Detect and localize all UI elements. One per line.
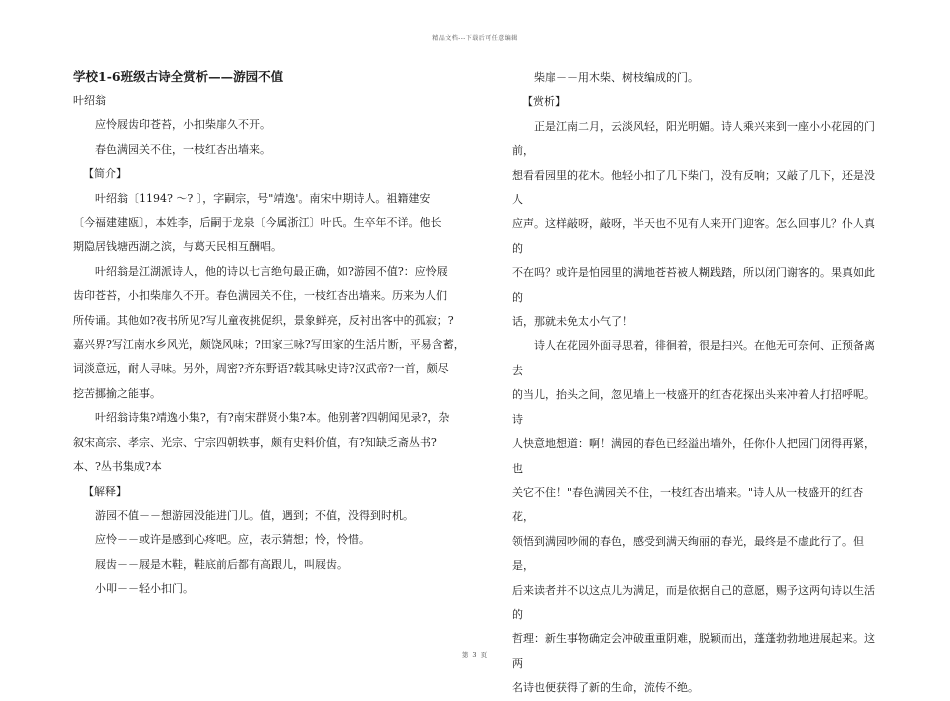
text-line: 名诗也便获得了新的生命，流传不绝。	[512, 681, 699, 695]
notes-heading: 【解释】	[83, 484, 127, 498]
right-column	[512, 66, 884, 701]
left-column	[73, 66, 473, 602]
poet-style-paragraph	[73, 260, 473, 406]
analysis-paragraph-2	[512, 334, 884, 700]
text-line: 叙宋高宗、孝宗、光宗、宁宗四朝轶事，颇有史料价值，有?知缺乏斋丛书?	[73, 435, 437, 449]
text-line: 齿印苍苔，小扣柴扉久不开。春色满园关不住，一枝红杏出墙来。历来为人们	[73, 289, 447, 303]
text-line: 词淡意远，耐人寻味。另外，周密?齐东野语?载其咏史诗?汉武帝?一首，颇尽	[73, 362, 449, 376]
note-item: 应怜－－或许是感到心疼吧。应，表示猜想；怜，怜惜。	[95, 533, 370, 547]
text-line: 叶绍翁诗集?靖逸小集?，有?南宋群贤小集?本。他别著?四朝闻见录?，杂	[95, 411, 450, 425]
note-item: 游园不值－－想游园没能进门儿。值，遇到；不值，没得到时机。	[95, 508, 414, 522]
text-line: 所传诵。其他如?夜书所见?写儿童夜挑促织，景象鲜亮，反衬出客中的孤寂；?	[73, 313, 454, 327]
poem-author: 叶绍翁	[73, 94, 106, 107]
intro-line: 叶绍翁〔1194? ～? 〕，字嗣宗，号"靖逸'。南宋中期诗人。祖籍建安	[95, 191, 431, 205]
note-item: 屐齿－－屐是木鞋，鞋底前后都有高跟儿，叫屐齿。	[95, 557, 348, 571]
analysis-heading: 【赏析】	[522, 95, 566, 109]
note-item: 柴扉－－用木柴、树枝编成的门。	[534, 71, 699, 84]
intro-line: 〔今福建建瓯〕，本姓李，后嗣于龙泉〔今属浙江〕叶氏。生卒年不详。他长	[73, 216, 442, 230]
text-line: 后来读者并不以这点儿为满足，而是依据自己的意愿，赐予这两句诗以生活的	[512, 583, 875, 621]
text-line: 应声。这样敲呀，敲呀，半天也不见有人来开门迎客。怎么回事儿？仆人真的	[512, 217, 875, 255]
text-line: 关它不住！"春色满园关不住，一枝红杏出墙来。"诗人从一枝盛开的红杏花，	[512, 485, 864, 524]
text-line: 正是江南二月，云淡风轻，阳光明媚。诗人乘兴来到一座小小花园的门前，	[512, 119, 875, 158]
text-line: 领悟到满园吵闹的春色，感受到满天绚丽的春光，最终是不虚此行了。但是，	[512, 534, 864, 573]
text-line: 诗人在花园外面寻思着，徘徊着，很是扫兴。在他无可奈何、正预备离去	[512, 339, 875, 377]
note-item: 小叩－－轻小扣门。	[95, 582, 194, 596]
works-paragraph	[73, 406, 473, 479]
intro-paragraph	[73, 187, 473, 260]
poem-line-2: 春色满园关不住，一枝红杏出墙来。	[95, 142, 271, 156]
text-line: 叶绍翁是江湖派诗人，他的诗以七言绝句最正确，如?游园不值?：应怜屐	[95, 264, 448, 278]
notes-list	[73, 504, 473, 602]
intro-line: 期隐居钱塘西湖之滨，与葛天民相互酬唱。	[73, 240, 282, 254]
text-line: 的当儿，抬头之间，忽见墙上一枝盛开的红杏花探出头来冲着人打招呼呢。诗	[512, 388, 875, 426]
text-line: 话，那就未免太小气了！	[512, 315, 633, 329]
text-line: 挖苦挪揄之能事。	[73, 386, 161, 400]
text-line: 想看看园里的花木。他轻小扣了几下柴门，没有反响；又敲了几下，还是没人	[512, 168, 875, 207]
text-line: 不在吗？或许是怕园里的满地苍苔被人糊践踏，所以闭门谢客的。果真如此的	[512, 266, 875, 304]
page-title: 学校1-6班级古诗全赏析——游园不值	[73, 69, 284, 84]
text-line: 嘉兴界?写江南水乡风光，颇饶风味；?田家三咏?写田家的生活片断，平易含蓄，	[73, 338, 465, 352]
text-line: 哲理：新生事物确定会冲破重重阴难，脱颖而出，蓬蓬勃勃地进展起来。这两	[512, 632, 875, 670]
text-line: 人快意地想道：啊！满园的春色已经溢出墙外，任你仆人把园门闭得再紧，也	[512, 437, 875, 475]
intro-heading: 【简介】	[83, 167, 127, 181]
page-number: 第 3 页	[461, 651, 489, 659]
poem-line-1: 应怜屐齿印苍苔，小扣柴扉久不开。	[95, 118, 271, 132]
page-header: 精品文档---下载后可任意编辑	[432, 35, 518, 42]
analysis-paragraph-1	[512, 115, 884, 335]
text-line: 本、?丛书集成?本	[73, 460, 162, 474]
